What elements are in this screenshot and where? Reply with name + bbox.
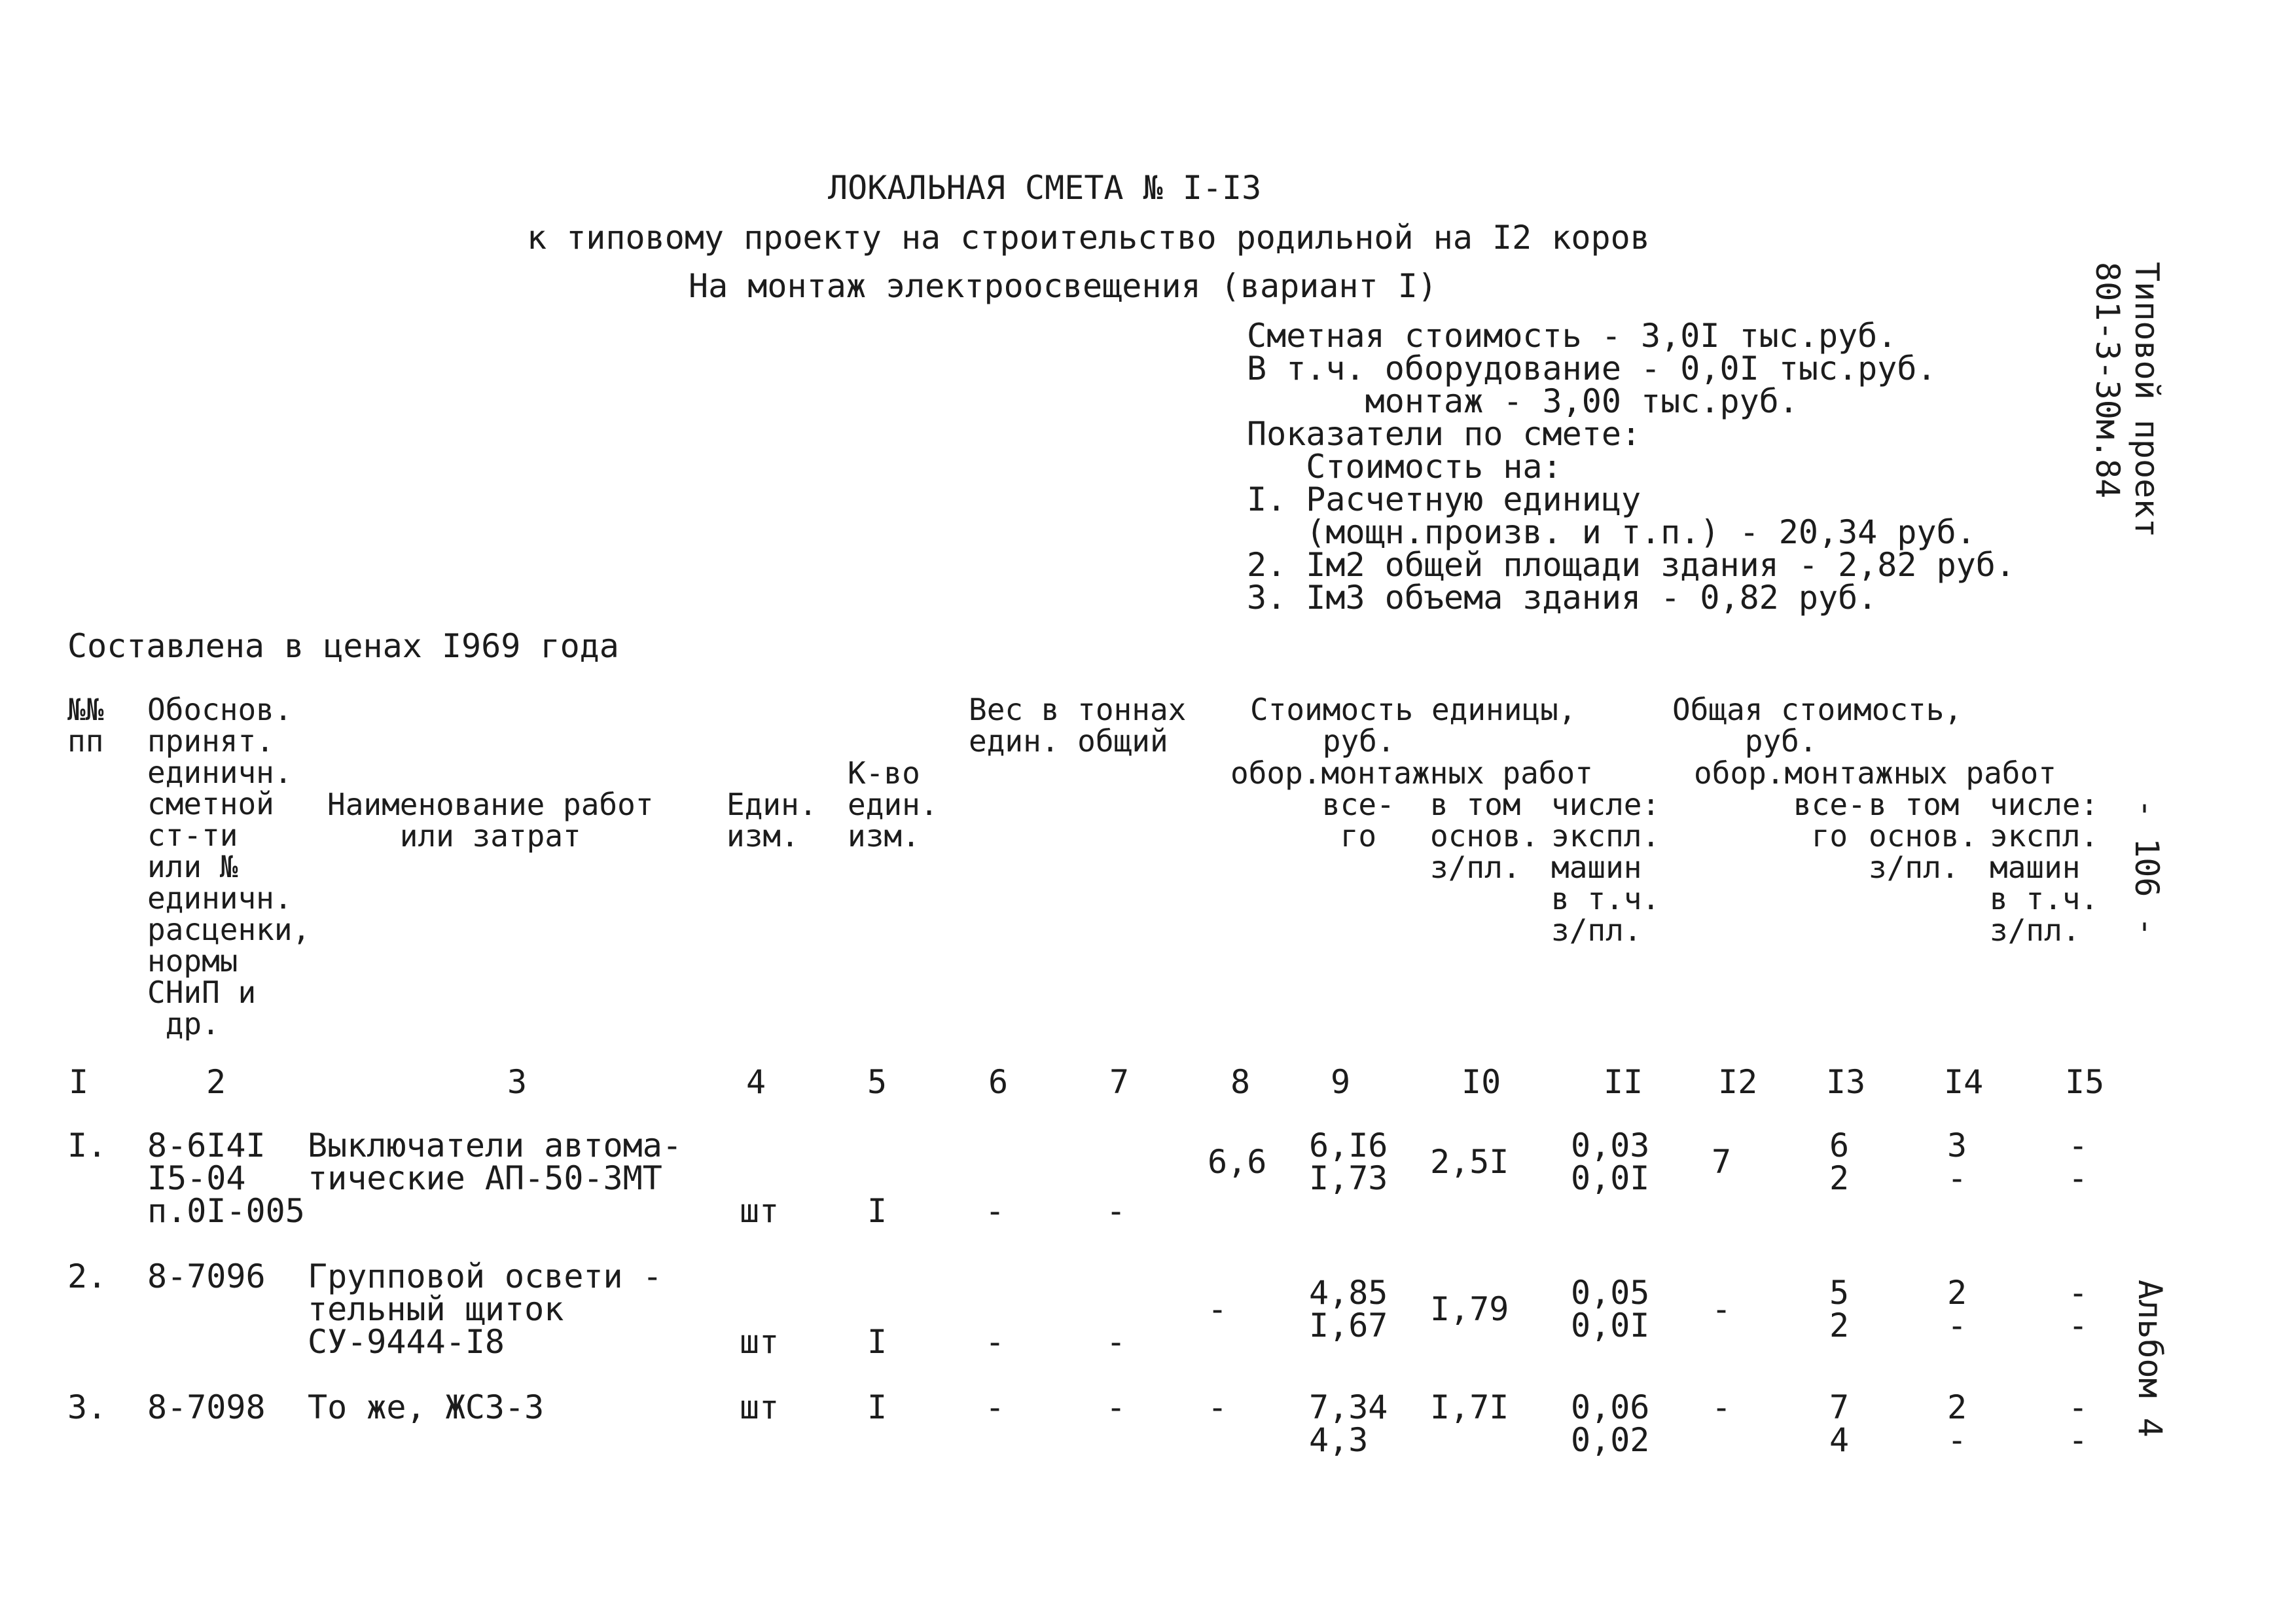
row-total-equipment-cost: - [1712,1388,1732,1426]
column-number: 9 [1331,1063,1351,1101]
header-unit-cost-sub: обор.монтажных работ [1230,755,1593,791]
prices-note: Составлена в ценах I969 года [67,627,619,665]
summary-line: Показатели по смете: [1247,415,1641,453]
header-col-6-7: Вес в тоннах един. общий [969,692,1187,759]
row-unit: шт [740,1323,780,1361]
row-total-machines: - - [2068,1274,2089,1344]
row-total-machines: - - [2068,1388,2089,1459]
row-weight-unit: - [985,1388,1005,1426]
header-total-cost: Общая стоимость, руб. [1672,692,1963,759]
row-number: I. [67,1127,107,1164]
row-unit-total-and-wages: 4,85 I,67 [1309,1274,1388,1344]
row-number: 2. [67,1257,107,1295]
row-code: 8-7096 [147,1257,266,1295]
row-total-and-wages: 6 2 [1829,1127,1850,1197]
row-unit-total-and-wages: 6,I6 I,73 [1309,1127,1388,1197]
column-number: I0 [1462,1063,1501,1101]
row-unit-base-wages: I,79 [1430,1290,1509,1328]
header-col-5: К-во един. изм. [848,755,939,854]
header-col-4: Един. изм. [726,787,817,854]
header-col-14: в том основ. з/пл. [1869,787,1978,885]
row-total-machines: - - [2068,1127,2089,1197]
row-work-name: Групповой освети - тельный щиток СУ-9444-I8 [308,1257,662,1361]
document-title: ЛОКАЛЬНАЯ СМЕТА № I-I3 [828,169,1262,207]
row-weight-total: - [1106,1323,1126,1361]
row-total-base-wages: 3 - [1947,1127,1967,1197]
row-work-name: То же, ЖСЗ-3 [308,1388,545,1426]
header-col-13: все- го [1793,787,1866,854]
page-number: - 106 - [2128,799,2166,937]
project-number: 801-3-30м.84 [2089,262,2126,499]
row-unit-base-wages: I,7I [1430,1388,1509,1426]
summary-line: I. Расчетную единицу [1247,480,1641,518]
column-number: 7 [1109,1063,1130,1101]
summary-line: (мощн.произв. и т.п.) - 20,34 руб. [1247,513,1976,551]
column-number: 2 [206,1063,226,1101]
row-total-equipment-cost: 7 [1712,1143,1732,1181]
summary-line: В т.ч. оборудование - 0,0I тыс.руб. [1247,350,1937,388]
row-code: 8-6I4I I5-04 п.0I-005 [147,1127,305,1230]
row-unit: шт [740,1388,780,1426]
row-number: 3. [67,1388,107,1426]
header-col-10: в том основ. з/пл. [1430,787,1539,885]
row-weight-total: - [1106,1388,1126,1426]
header-col-9: все- го [1322,787,1395,854]
row-total-equipment-cost: - [1712,1290,1732,1328]
row-quantity: I [867,1388,888,1426]
row-code: 8-7098 [147,1388,266,1426]
column-number: II [1604,1063,1643,1101]
row-weight-unit: - [985,1323,1005,1361]
column-number: I4 [1944,1063,1984,1101]
row-quantity: I [867,1192,888,1230]
column-number: 8 [1230,1063,1251,1101]
header-total-cost-sub: обор.монтажных работ [1694,755,2056,791]
row-unit-equipment-cost: 6,6 [1208,1143,1267,1181]
row-total-base-wages: 2 - [1947,1274,1967,1344]
summary-line: 3. Iм3 объема здания - 0,82 руб. [1247,579,1878,617]
column-number: 5 [867,1063,888,1101]
column-number: I3 [1826,1063,1866,1101]
row-unit-machines: 0,05 0,0I [1571,1274,1650,1344]
row-unit-equipment-cost: - [1208,1388,1228,1426]
header-col-3: Наименование работ или затрат [327,787,654,854]
summary-line: 2. Iм2 общей площади здания - 2,82 руб. [1247,546,2015,584]
column-number: I [69,1063,89,1101]
document-subtitle: к типовому проекту на строительство родильной на I2 коров [527,219,1650,257]
row-unit-equipment-cost: - [1208,1290,1228,1328]
album-label: Альбом 4 [2131,1280,2169,1437]
row-total-base-wages: 2 - [1947,1388,1967,1459]
row-quantity: I [867,1323,888,1361]
row-weight-total: - [1106,1192,1126,1230]
document-scope: На монтаж электроосвещения (вариант I) [689,267,1437,305]
row-unit-base-wages: 2,5I [1430,1143,1509,1181]
header-col-2: Обоснов. принят. единичн. сметной ст-ти или № единичн. расценки, нормы СНиП и др. [147,692,311,1041]
row-unit-machines: 0,03 0,0I [1571,1127,1650,1197]
column-number: I2 [1718,1063,1758,1101]
column-number: 3 [507,1063,528,1101]
row-weight-unit: - [985,1192,1005,1230]
summary-line: Стоимость на: [1247,448,1562,486]
column-number: I5 [2065,1063,2105,1101]
header-col-1: №№ пп [67,692,104,759]
summary-line: монтаж - 3,00 тыс.руб. [1247,382,1799,420]
column-number: 4 [746,1063,766,1101]
row-work-name: Выключатели автома- тические АП-50-3МТ [308,1127,682,1197]
row-unit-machines: 0,06 0,02 [1571,1388,1650,1459]
column-number: 6 [988,1063,1009,1101]
row-total-and-wages: 5 2 [1829,1274,1850,1344]
header-unit-cost: Стоимость единицы, руб. [1250,692,1577,759]
row-unit: шт [740,1192,780,1230]
project-label: Типовой проект [2128,262,2166,538]
row-unit-total-and-wages: 7,34 4,3 [1309,1388,1388,1459]
summary-line: Сметная стоимость - 3,0I тыс.руб. [1247,317,1897,355]
header-col-15: числе: экспл. машин в т.ч. з/пл. [1990,787,2099,948]
row-total-and-wages: 7 4 [1829,1388,1850,1459]
header-col-11: числе: экспл. машин в т.ч. з/пл. [1551,787,1660,948]
